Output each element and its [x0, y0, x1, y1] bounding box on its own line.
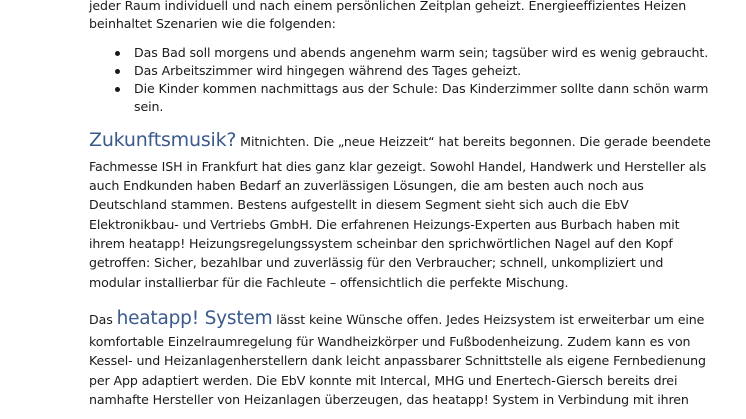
section2-text: lässt keine Wünsche offen. Jedes Heizsystem ist erweiterbar um eine	[272, 312, 705, 327]
section1-line: auch Endkunden haben Bedarf an zuverlässigen Lösungen, die am besten auch noch aus	[89, 178, 644, 193]
list-item: Das Bad soll morgens und abends angenehm warm sein; tagsüber wird es wenig gebraucht.	[134, 45, 709, 60]
section1-first-line	[89, 131, 711, 151]
section2-line: per App adaptiert werden. Die EbV konnte mit Intercal, MHG und Enertech-Giersch bereits drei	[89, 373, 678, 388]
list-item: Das Arbeitszimmer wird hingegen während des Tages geheizt.	[134, 63, 522, 78]
list-item: Die Kinder kommen nachmittags aus der Schule: Das Kinderzimmer sollte dann schön warm	[134, 81, 709, 96]
section1-line: Deutschland stammen. Bestens aufgestellt in diesem Segment sieht sich auch die EbV	[89, 197, 629, 212]
bullet-icon	[115, 69, 120, 74]
section2-line: komfortable Einzelraumregelung für Wandheizkörper und Fußbodenheizung. Zudem kann es von	[89, 334, 691, 349]
section1-line: Elektronikbau- und Vertriebs GmbH. Die erfahrenen Heizungs-Experten aus Burbach haben mit	[89, 217, 680, 232]
list-item-continuation: sein.	[134, 99, 164, 114]
section1-line: getroffen: Sicher, bezahlbar und zuverlässig für den Verbraucher; schnell, unkompliziert und	[89, 255, 664, 270]
bullet-icon	[115, 51, 120, 56]
section2-heading: heatapp! System	[116, 308, 273, 329]
intro-line-2: beinhaltet Szenarien wie die folgenden:	[89, 16, 336, 31]
section1-text: Mitnichten. Die „neue Heizzeit“ hat bereits begonnen. Die gerade beendete	[236, 134, 711, 149]
intro-line-1: jeder Raum individuell und nach einem persönlichen Zeitplan geheizt. Energieeffizientes Heizen	[89, 0, 687, 13]
bullet-icon	[115, 87, 120, 92]
section1-line: Fachmesse ISH in Frankfurt hat dies ganz klar gezeigt. Sowohl Handel, Handwerk und Hersteller als	[89, 159, 707, 174]
section2-line: Kessel- und Heizanlagenherstellern dank leicht anpassbarer Schnittstelle als eigene Fernbedienung	[89, 353, 706, 368]
section2-prefix: Das	[89, 312, 117, 327]
section1-line: modular installierbar für die Fachleute – offensichtlich die perfekte Mischung.	[89, 275, 569, 290]
section1-heading: Zukunftsmusik?	[89, 129, 237, 151]
section2-first-line	[89, 310, 704, 329]
section2-line: namhafte Hersteller von Heizanlagen überzeugen, das heatapp! System in Verbindung mit ihren	[89, 392, 689, 407]
section1-line: ihrem heatapp! Heizungsregelungssystem scheinbar den sprichwörtlichen Nagel auf den Kopf	[89, 236, 673, 251]
